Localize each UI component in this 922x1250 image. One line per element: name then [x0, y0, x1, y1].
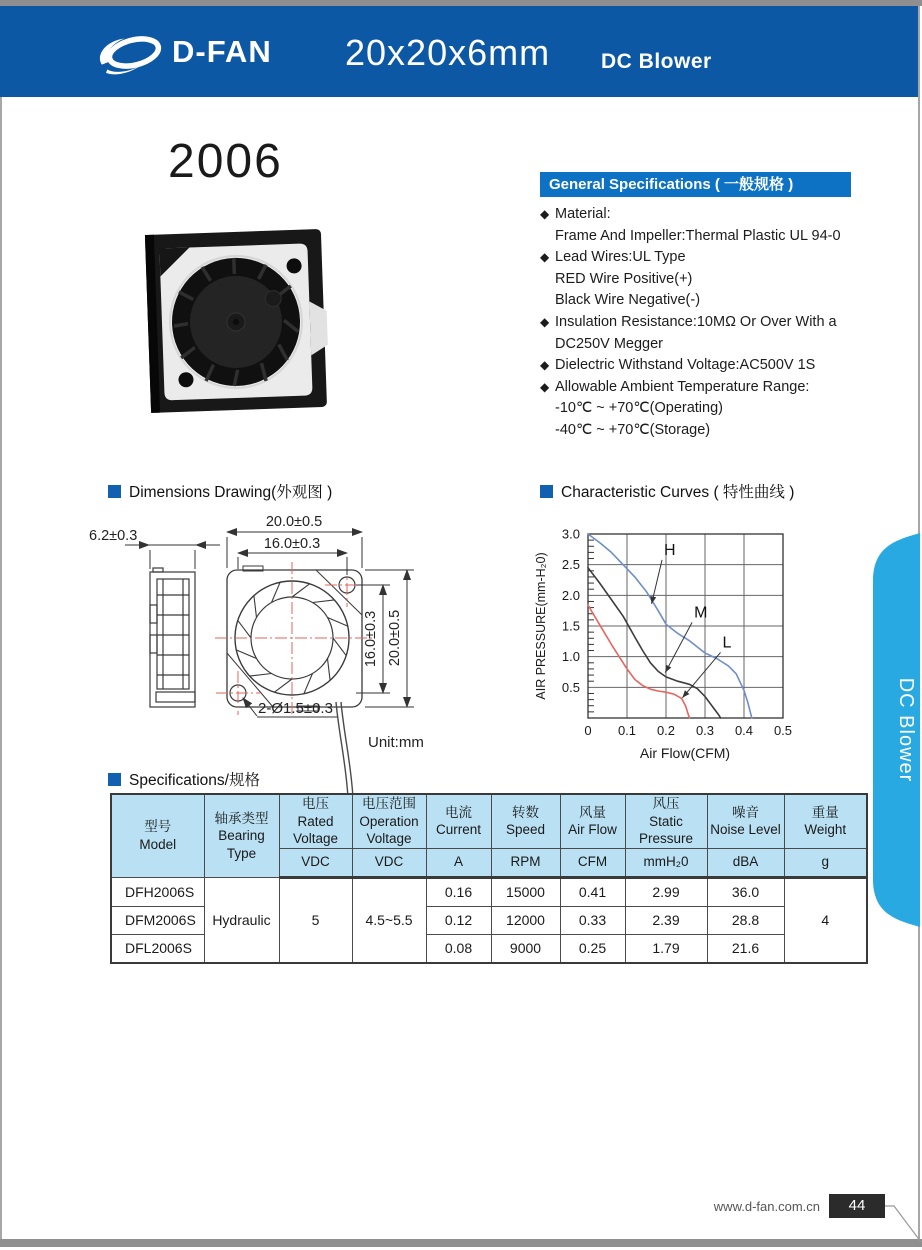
spec-item: ◆ Allowable Ambient Temperature Range:: [540, 377, 880, 399]
chart-ylabel: AIR PRESSURE(mm-H₂0): [534, 552, 548, 700]
spec-item: ◆ Dielectric Withstand Voltage:AC500V 1S: [540, 355, 880, 377]
section-square-icon: [540, 485, 553, 498]
svg-text:20.0±0.5: 20.0±0.5: [387, 609, 403, 667]
spec-item: ◆ Material:: [540, 204, 880, 226]
hole-callout: [243, 698, 337, 717]
front-view: [215, 562, 372, 798]
model-cell: DFM2006S: [111, 906, 204, 934]
svg-text:2.0: 2.0: [561, 587, 580, 603]
spec-item: DC250V Megger: [540, 334, 880, 356]
website-link[interactable]: www.d-fan.com.cn: [713, 1199, 820, 1214]
unit-rpm: RPM: [491, 848, 560, 877]
col-header-weight: 重量 Weight: [784, 794, 867, 848]
characteristic-curves-chart: [525, 512, 845, 784]
svg-text:3.0: 3.0: [561, 526, 580, 542]
unit-mmh2o: mmH₂0: [625, 848, 707, 877]
svg-text:16.0±0.3: 16.0±0.3: [263, 536, 321, 552]
diamond-bullet-icon: [540, 226, 555, 248]
spec-item: Frame And Impeller:Thermal Plastic UL 94-0: [540, 226, 880, 248]
page-size-title: 20x20x6mm: [345, 32, 551, 73]
table-row: DFH2006S Hydraulic 5 4.5~5.5 0.16 15000 0.41 2.99 36.0 4: [111, 877, 867, 906]
product-model-title: 2006: [168, 135, 283, 188]
page-frame-bottom: [0, 1239, 922, 1247]
svg-text:6.2±0.3: 6.2±0.3: [89, 528, 138, 544]
diamond-bullet-icon: [540, 269, 555, 291]
dim-height-holes: [356, 585, 390, 693]
specifications-section-title: Specifications/规格: [108, 768, 260, 790]
side-view: [150, 568, 195, 707]
dim-depth: [89, 528, 220, 569]
unit-dba: dBA: [707, 848, 784, 877]
dfan-logo-icon: [96, 30, 168, 76]
svg-text:0.5: 0.5: [561, 679, 580, 695]
curves-section-title: Characteristic Curves ( 特性曲线 ): [540, 480, 794, 502]
page-number-badge: 44: [829, 1194, 885, 1218]
spec-item: -40℃ ~ +70℃(Storage): [540, 420, 880, 442]
svg-text:2.5: 2.5: [561, 557, 580, 573]
brand-name: D-FAN: [172, 34, 272, 69]
svg-text:0.1: 0.1: [617, 723, 637, 738]
unit-cfm: CFM: [560, 848, 625, 877]
spec-item: ◆ Lead Wires:UL Type: [540, 247, 880, 269]
spec-item: ◆ Insulation Resistance:10MΩ Or Over With a: [540, 312, 880, 334]
svg-text:L: L: [722, 634, 732, 652]
col-header-model: 型号 Model: [111, 794, 204, 877]
diamond-bullet-icon: [540, 398, 555, 420]
unit-note: Unit:mm: [368, 734, 424, 751]
diamond-bullet-icon: [540, 420, 555, 442]
unit-g: g: [784, 848, 867, 877]
footer-corner-line: [885, 1194, 922, 1246]
operation-voltage-cell: 4.5~5.5: [352, 877, 426, 963]
chart-xlabel: Air Flow(CFM): [639, 745, 731, 761]
rated-voltage-cell: 5: [279, 877, 352, 963]
svg-text:2-Ø1.5±0.3: 2-Ø1.5±0.3: [258, 700, 333, 717]
dc-blower-side-tab[interactable]: [860, 533, 920, 927]
svg-text:16.0±0.3: 16.0±0.3: [363, 610, 379, 668]
spec-item: -10℃ ~ +70℃(Operating): [540, 398, 880, 420]
svg-text:20.0±0.5: 20.0±0.5: [265, 514, 323, 530]
svg-text:1.5: 1.5: [561, 618, 580, 634]
diamond-bullet-icon: ◆: [540, 358, 550, 373]
page-subtitle: DC Blower: [601, 50, 712, 73]
diamond-bullet-icon: [540, 334, 555, 356]
general-specs-header: General Specifications ( 一般规格 ): [540, 172, 851, 197]
col-header-speed: 转数 Speed: [491, 794, 560, 848]
svg-text:M: M: [694, 604, 708, 622]
spec-item: RED Wire Positive(+): [540, 269, 880, 291]
dimensions-drawing: [85, 495, 535, 805]
svg-text:0: 0: [584, 723, 592, 738]
spec-item: Black Wire Negative(-): [540, 290, 880, 312]
col-header-current: 电流 Current: [426, 794, 491, 848]
bearing-cell: Hydraulic: [204, 877, 279, 963]
specifications-table: [110, 793, 868, 964]
unit-a: A: [426, 848, 491, 877]
header: [0, 6, 918, 97]
lead-wires: [336, 702, 353, 798]
col-header-bearing: 轴承类型 Bearing Type: [204, 794, 279, 877]
unit-vdc: VDC: [279, 848, 352, 877]
model-cell: DFH2006S: [111, 877, 204, 906]
svg-text:1.0: 1.0: [561, 649, 580, 665]
col-header-pressure: 风压 Static Pressure: [625, 794, 707, 848]
diamond-bullet-icon: ◆: [540, 314, 550, 329]
svg-text:0.2: 0.2: [656, 723, 676, 738]
diamond-bullet-icon: [540, 290, 555, 312]
page-frame-left: [0, 6, 2, 1239]
weight-cell: 4: [784, 877, 867, 963]
col-header-operation-voltage: 电压范围 Operation Voltage: [352, 794, 426, 848]
svg-text:0.4: 0.4: [734, 723, 754, 738]
dimensions-section-title: Dimensions Drawing(外观图 ): [108, 480, 332, 502]
table-row: DFM2006S 0.12 12000 0.33 2.39 28.8: [111, 906, 867, 934]
table-row: DFL2006S 0.08 9000 0.25 1.79 21.6: [111, 934, 867, 963]
col-header-airflow: 风量 Air Flow: [560, 794, 625, 848]
diamond-bullet-icon: ◆: [540, 379, 550, 394]
chart-plot-area: [562, 527, 792, 739]
side-tab-label: DC Blower: [895, 677, 917, 783]
col-header-rated-voltage: 电压 Rated Voltage: [279, 794, 352, 848]
product-photo: [128, 206, 340, 438]
general-specs-list: [540, 204, 880, 442]
section-square-icon: [108, 773, 121, 786]
model-cell: DFL2006S: [111, 934, 204, 963]
svg-text:0.5: 0.5: [773, 723, 793, 738]
svg-text:H: H: [664, 541, 676, 559]
col-header-noise: 噪音 Noise Level: [707, 794, 784, 848]
unit-vdc: VDC: [352, 848, 426, 877]
diamond-bullet-icon: ◆: [540, 250, 550, 265]
diamond-bullet-icon: ◆: [540, 207, 550, 221]
svg-text:0.3: 0.3: [695, 723, 715, 738]
